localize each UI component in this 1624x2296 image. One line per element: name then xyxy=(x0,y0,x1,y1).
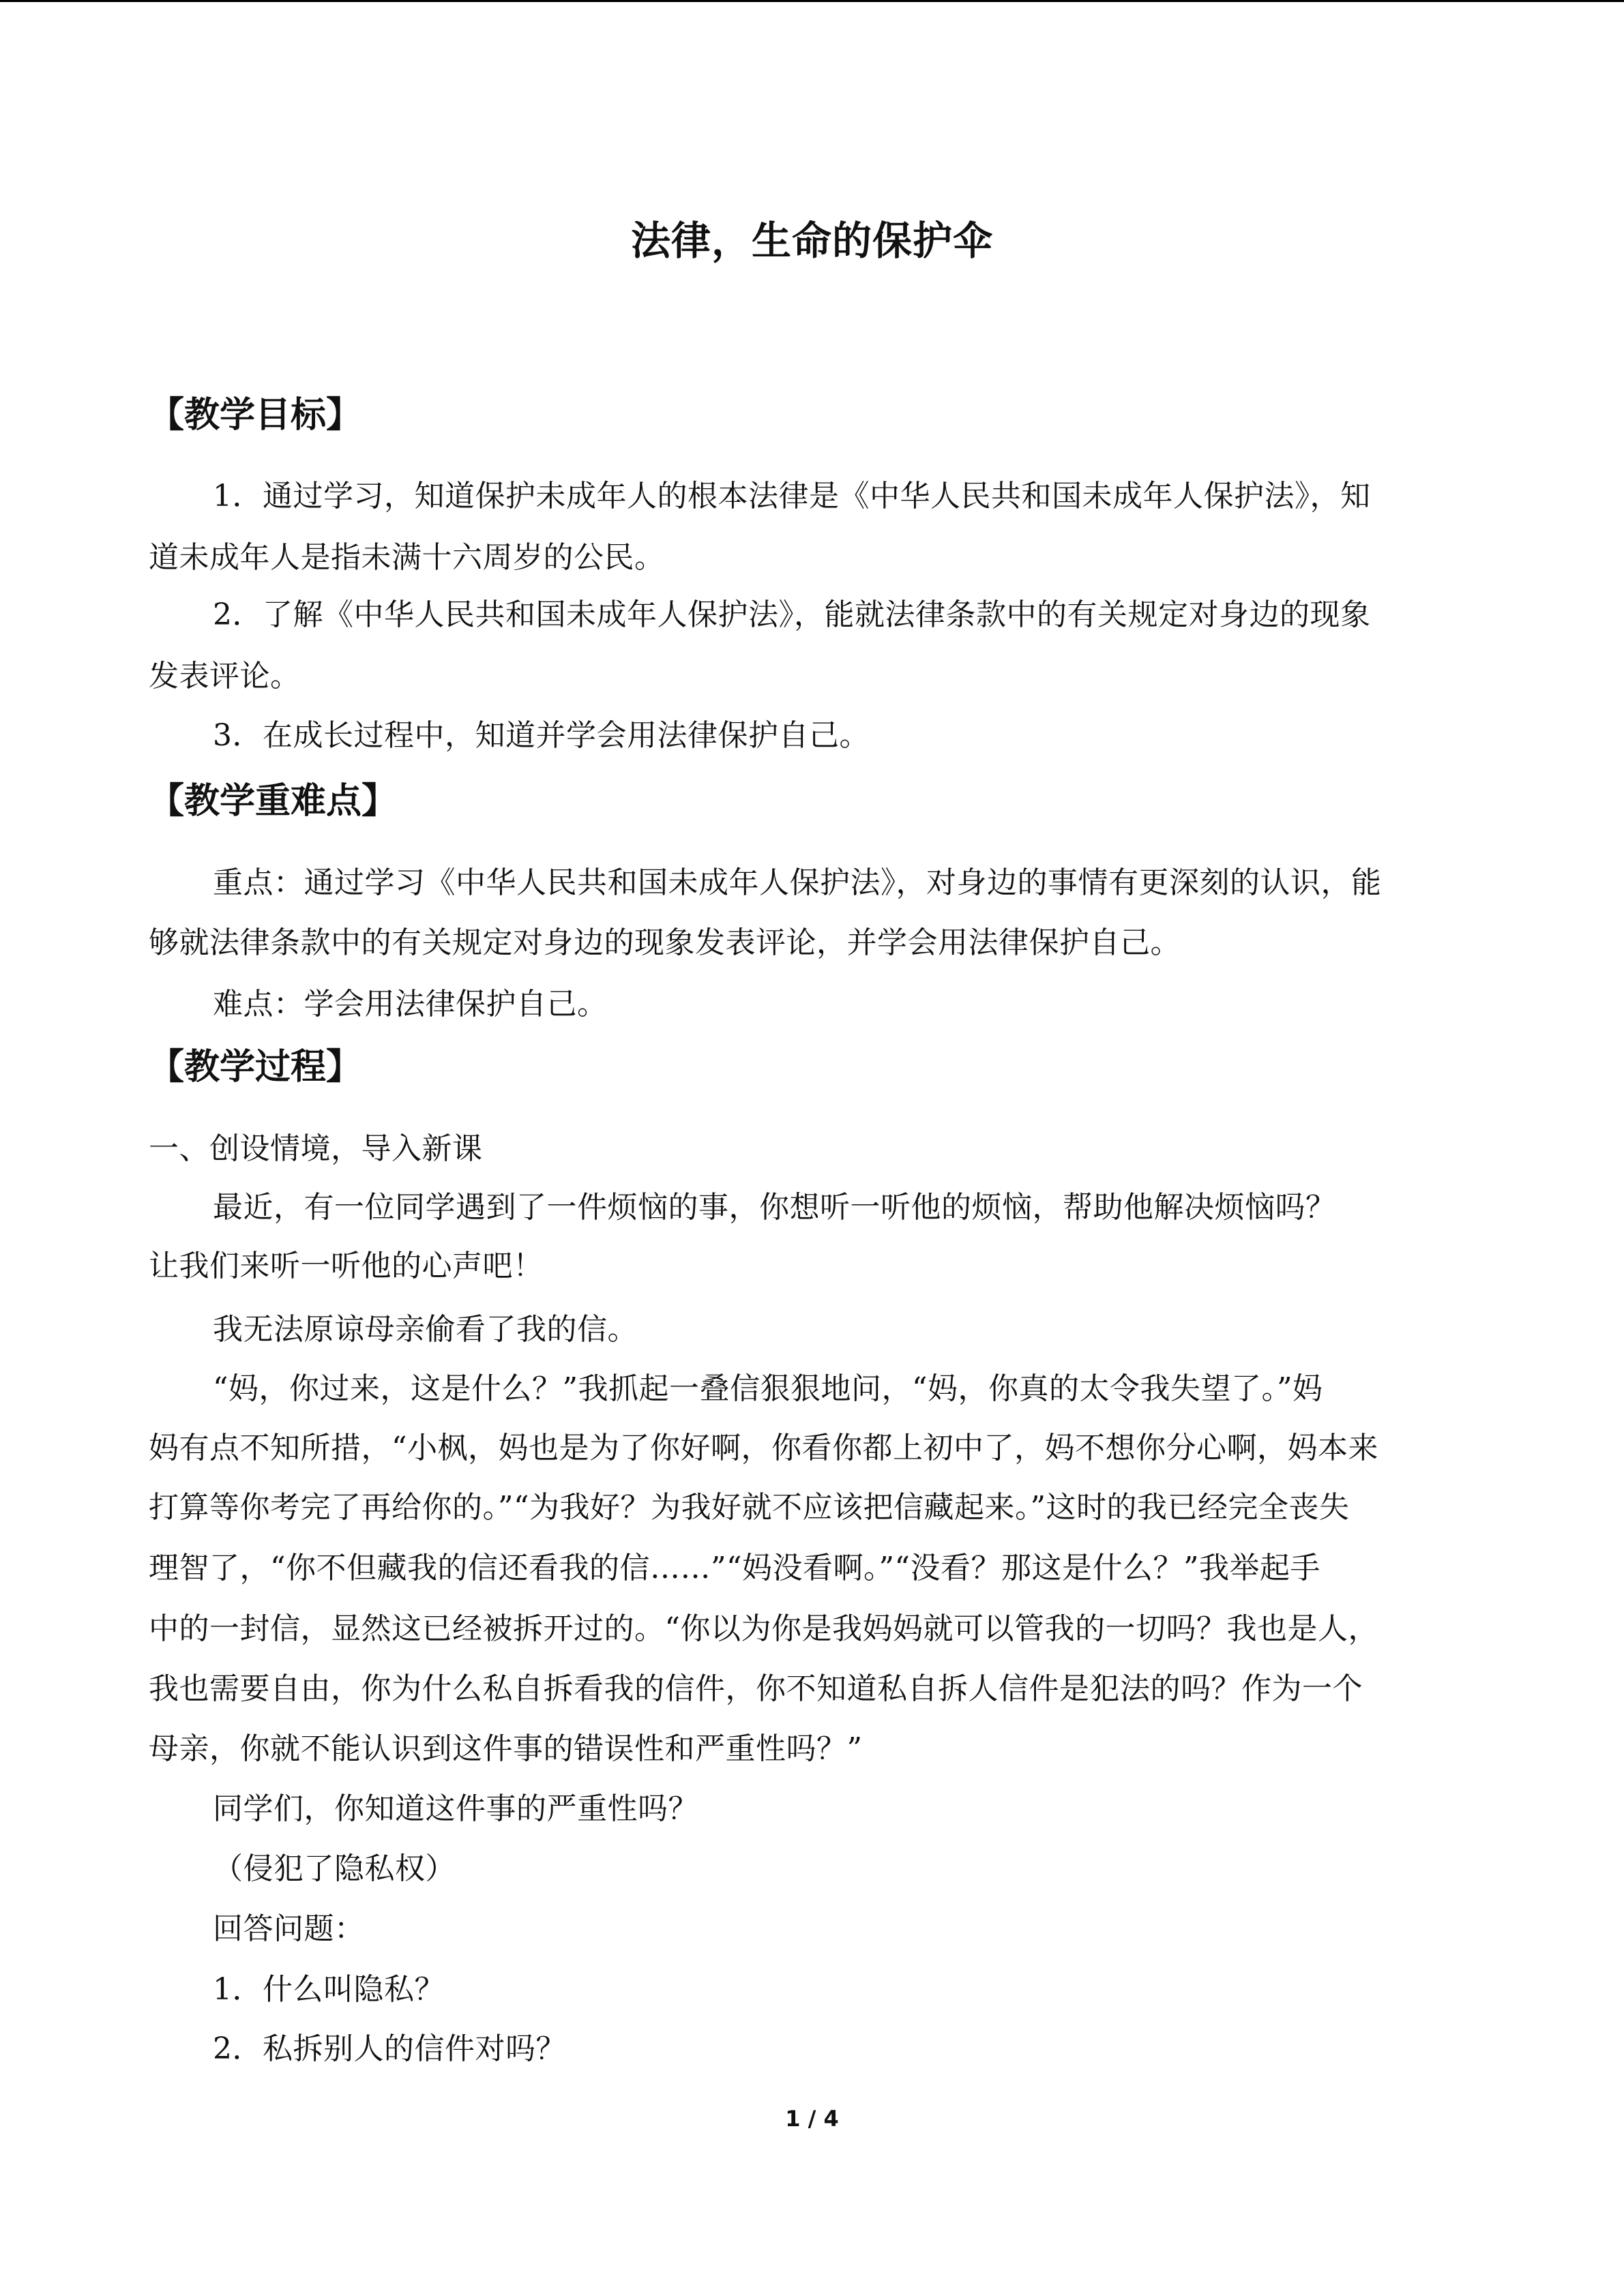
questions-label: 回答问题： xyxy=(213,1911,365,1946)
key-point-line: 重点：通过学习《中华人民共和国未成年人保护法》，对身边的事情有更深刻的认识，能 xyxy=(213,865,1382,900)
story-line: 理智了，“你不但藏我的信还看我的信……”“妈没看啊。”“没看？那这是什么？”我举起手 xyxy=(149,1551,1320,1585)
process-subheading: 一、创设情境，导入新课 xyxy=(149,1131,483,1166)
answer-line: （侵犯了隐私权） xyxy=(213,1851,456,1886)
goal-line-1: 1．通过学习，知道保护未成年人的根本法律是《中华人民共和国未成年人保护法》，知 xyxy=(213,479,1371,513)
story-line: 中的一封信，显然这已经被拆开过的。“你以为你是我妈妈就可以管我的一切吗？我也是人， xyxy=(149,1611,1378,1646)
process-line: 让我们来听一听他的心声吧！ xyxy=(149,1249,544,1283)
question-item-1: 1．什么叫隐私？ xyxy=(213,1972,445,2007)
story-line: 打算等你考完了再给你的。”“为我好？为我好就不应该把信藏起来。”这时的我已经完全丧失 xyxy=(149,1490,1350,1525)
process-line: 我无法原谅母亲偷看了我的信。 xyxy=(213,1312,638,1347)
goal-line-2: 2．了解《中华人民共和国未成年人保护法》，能就法律条款中的有关规定对身边的现象 xyxy=(213,597,1371,632)
story-line: 母亲，你就不能认识到这件事的错误性和严重性吗？” xyxy=(149,1731,863,1766)
page-number: 1 / 4 xyxy=(785,2106,839,2132)
heading-teaching-goals: 【教学目标】 xyxy=(149,395,362,436)
question-line: 同学们，你知道这件事的严重性吗？ xyxy=(213,1791,698,1826)
heading-teaching-process: 【教学过程】 xyxy=(149,1047,362,1088)
heading-key-points: 【教学重难点】 xyxy=(149,781,398,822)
story-line: 妈有点不知所措，“小枫，妈也是为了你好啊，你看你都上初中了，妈不想你分心啊，妈本来 xyxy=(149,1431,1378,1465)
goal-line-1-cont: 道未成年人是指未满十六周岁的公民。 xyxy=(149,540,665,575)
key-point-line-cont: 够就法律条款中的有关规定对身边的现象发表评论，并学会用法律保护自己。 xyxy=(149,925,1181,960)
story-line: 我也需要自由，你为什么私自拆看我的信件，你不知道私自拆人信件是犯法的吗？作为一个 xyxy=(149,1671,1363,1706)
goal-line-3: 3．在成长过程中，知道并学会用法律保护自己。 xyxy=(213,718,870,753)
page-title: 法律，生命的保护伞 xyxy=(630,218,993,264)
process-line: 最近，有一位同学遇到了一件烦恼的事，你想听一听他的烦恼，帮助他解决烦恼吗？ xyxy=(213,1190,1336,1225)
goal-line-2-cont: 发表评论。 xyxy=(149,659,301,694)
difficulty-line: 难点：学会用法律保护自己。 xyxy=(213,987,608,1022)
question-item-2: 2．私拆别人的信件对吗？ xyxy=(213,2031,566,2066)
story-line: “妈，你过来，这是什么？”我抓起一叠信狠狠地问，“妈，你真的太令我失望了。”妈 xyxy=(213,1371,1323,1406)
